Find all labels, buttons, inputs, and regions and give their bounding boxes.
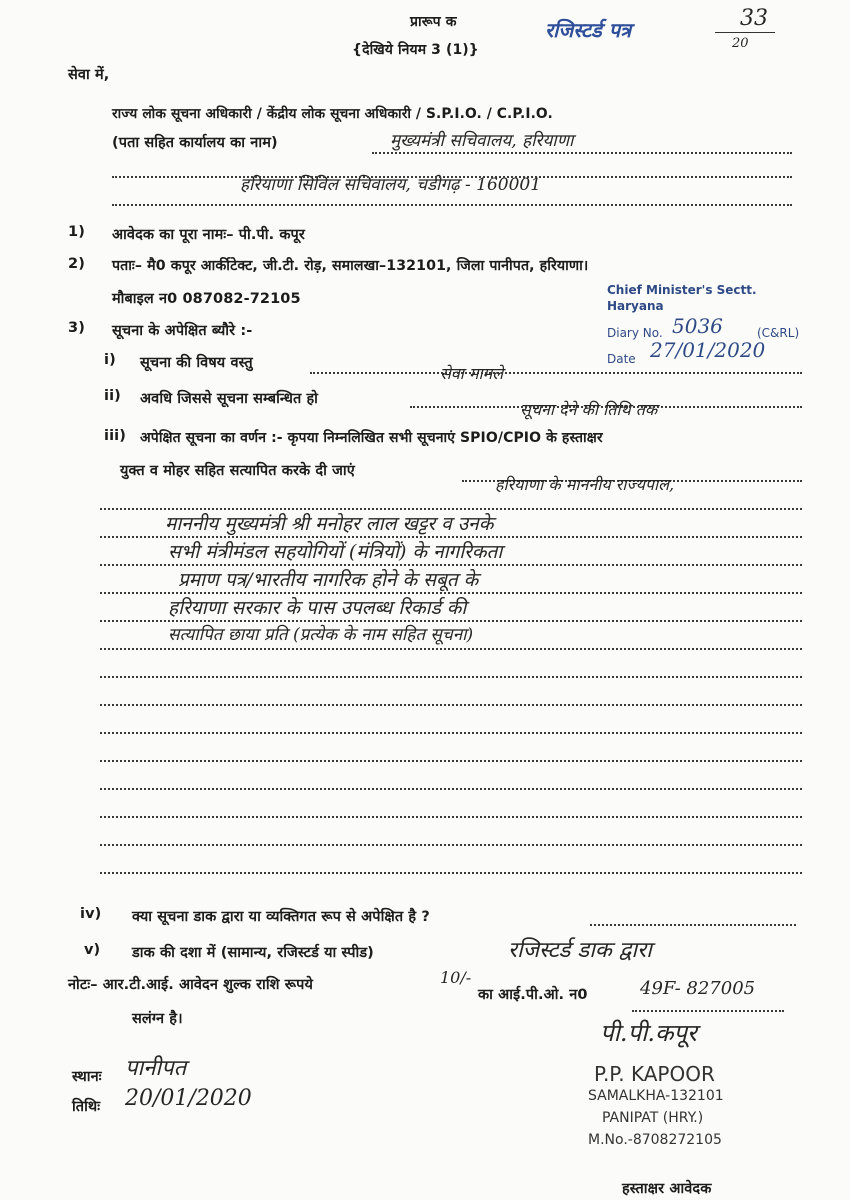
note-ipo-label: का आई.पी.ओ. न0 <box>478 987 588 1003</box>
info-heading: सूचना के अपेक्षित ब्यौरे :- <box>112 323 253 339</box>
item-i-handwritten: सेवा मामले <box>440 364 504 383</box>
place-label: स्थानः <box>72 1069 102 1085</box>
item-iii-handwritten-2: सभी मंत्रीमंडल सहयोगियों (मंत्रियों) के नागरिकता <box>168 541 503 563</box>
item-i-label: सूचना की विषय वस्तु <box>140 355 253 371</box>
office-dotted-line-3 <box>112 204 792 206</box>
field-2-number: 2) <box>68 256 85 272</box>
signature-address-1: SAMALKHA-132101 <box>588 1088 724 1104</box>
signature-address-2: PANIPAT (HRY.) <box>602 1110 704 1126</box>
item-ii-dotted-line <box>410 406 802 408</box>
signature-mobile: M.No.-8708272105 <box>588 1132 722 1148</box>
ruled-line <box>100 816 802 818</box>
item-v-handwritten: रजिस्टर्ड डाक द्वारा <box>508 938 652 963</box>
item-iii-handwritten-4: हरियाणा सरकार के पास उपलब्ध रिकार्ड की <box>168 597 467 619</box>
item-i-number: i) <box>104 352 116 368</box>
note-fee-amount: 10/- <box>440 968 472 987</box>
applicant-mobile: मौबाइल न0 087082-72105 <box>112 291 301 307</box>
ruled-line <box>100 676 802 678</box>
office-handwritten-2: हरियाणा सिविल सचिवालय, चंडीगढ़ - 160001 <box>240 175 542 195</box>
office-prompt: (पता सहित कार्यालय का नाम) <box>112 135 278 151</box>
date-label: तिथिः <box>72 1099 101 1115</box>
stamp-date-value: 27/01/2020 <box>650 338 766 362</box>
date-value: 20/01/2020 <box>125 1086 252 1111</box>
note-label: नोटः– आर.टी.आई. आवेदन शुल्क राशि रूपये <box>68 977 313 993</box>
note-enclosed: सलंग्न है। <box>132 1011 183 1027</box>
registered-letter-stamp: रजिस्टर्ड पत्र <box>545 18 632 42</box>
stamp-state: Haryana <box>607 299 664 313</box>
applicant-signature-label: हस्ताक्षर आवेदक <box>622 1181 712 1197</box>
ruled-line <box>100 788 802 790</box>
office-dotted-line-2 <box>112 176 792 178</box>
item-ii-label: अवधि जिससे सूचना सम्बन्धित हो <box>140 391 319 407</box>
ruled-line <box>100 648 802 650</box>
place-value: पानीपत <box>125 1056 187 1081</box>
item-iii-handwritten-3: प्रमाण पत्र/भारतीय नागरिक होने के सबूत के <box>178 569 479 591</box>
stamp-diary-number: 5036 <box>672 314 723 338</box>
item-iii-label-2: युक्त व मोहर सहित सत्यापित करके दी जाएं <box>120 463 355 479</box>
item-v-number: v) <box>84 942 101 958</box>
corner-subnumber: 20 <box>732 36 749 51</box>
item-iv-label: क्या सूचना डाक द्वारा या व्यक्तिगत रूप से अपेक्षित है ? <box>132 909 430 925</box>
item-iii-label: अपेक्षित सूचना का वर्णन :- कृपया निम्नलिखित सभी सूचनाएं SPIO/CPIO के हस्ताक्षर <box>140 430 603 446</box>
office-dotted-line-1 <box>372 152 792 154</box>
field-3-number: 3) <box>68 320 85 336</box>
salutation: सेवा में, <box>68 67 110 83</box>
item-iii-handwritten-0: हरियाणा के माननीय राज्यपाल, <box>495 475 675 494</box>
item-i-dotted-line <box>310 372 802 374</box>
ruled-line <box>100 872 802 874</box>
rule-reference: {देखिये नियम 3 (1)} <box>352 42 479 58</box>
stamp-diary-label: Diary No. <box>607 326 663 340</box>
ruled-line <box>100 760 802 762</box>
item-ii-number: ii) <box>104 388 121 404</box>
applicant-address: पताः– मै0 कपूर आर्कीटेक्ट, जी.टी. रोड़, समालखा–132101, जिला पानीपत, हरियाणा। <box>112 258 589 274</box>
stamp-office: Chief Minister's Sectt. <box>607 283 757 297</box>
officer-line: राज्य लोक सूचना अधिकारी / केंद्रीय लोक सूचना अधिकारी / S.P.I.O. / C.P.I.O. <box>112 106 553 122</box>
office-handwritten-1: मुख्यमंत्री सचिवालय, हरियाणा <box>390 131 574 151</box>
stamp-date-label: Date <box>607 352 636 366</box>
corner-fraction-line <box>715 32 775 33</box>
ruled-line <box>100 732 802 734</box>
note-ipo-number: 49F- 827005 <box>640 978 756 999</box>
applicant-name: आवेदक का पूरा नामः– पी.पी. कपूर <box>112 227 305 243</box>
item-iii-handwritten-1: माननीय मुख्यमंत्री श्री मनोहर लाल खट्टर व उनके <box>165 513 494 535</box>
item-iv-dotted-line <box>590 924 796 926</box>
corner-number: 33 <box>740 6 768 31</box>
ruled-line <box>100 844 802 846</box>
item-iii-number: iii) <box>104 428 126 444</box>
item-v-label: डाक की दशा में (सामान्य, रजिस्टर्ड या स्पीड) <box>132 945 374 961</box>
ruled-line <box>100 704 802 706</box>
applicant-signature: पी.पी.कपूर <box>600 1019 697 1047</box>
field-1-number: 1) <box>68 224 85 240</box>
item-iii-handwritten-5: सत्यापित छाया प्रति (प्रत्येक के नाम सहित सूचना) <box>168 625 474 645</box>
item-iv-number: iv) <box>80 906 102 922</box>
stamp-diary-suffix: (C&RL) <box>757 326 800 340</box>
item-ii-handwritten: सूचना देने की तिथि तक <box>520 400 658 419</box>
signature-name: P.P. KAPOOR <box>594 1062 715 1086</box>
note-ipo-dotted-line <box>632 1010 784 1012</box>
form-label: प्रारूप क <box>410 14 457 30</box>
